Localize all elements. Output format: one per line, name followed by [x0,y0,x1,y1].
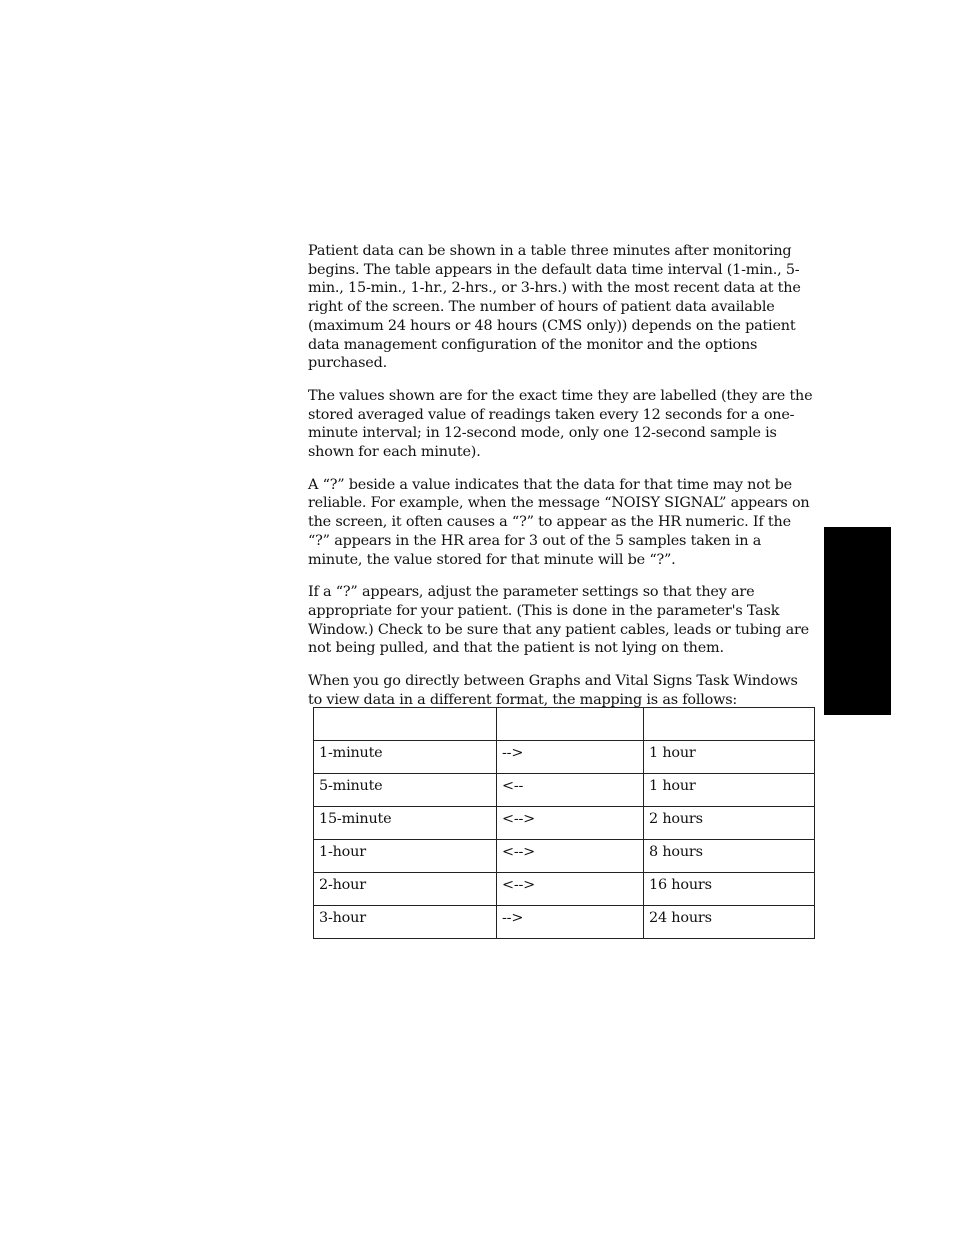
page-content [308,242,814,723]
table-cell-span: 2 hours [644,807,815,840]
table-header-cell [314,708,497,741]
table-cell-interval: 1-minute [314,741,497,774]
table-cell-span: 8 hours [644,840,815,873]
paragraph-mapping-intro: When you go directly between Graphs and Vital Signs Task Windows to view data in a different format, the mapping is as follows: [308,673,798,708]
table-cell-direction: --> [497,741,644,774]
table-cell-direction: <--> [497,873,644,906]
table-row [314,873,815,906]
table-cell-direction: <--> [497,840,644,873]
table-row [314,807,815,840]
table-cell-direction: <--> [497,807,644,840]
table-cell-interval: 2-hour [314,873,497,906]
table-row [314,741,815,774]
table-cell-span: 1 hour [644,774,815,807]
table-row [314,906,815,939]
table-cell-direction: --> [497,906,644,939]
table-cell-span: 16 hours [644,873,815,906]
table-cell-span: 24 hours [644,906,815,939]
table-cell-interval: 15-minute [314,807,497,840]
table-cell-interval: 1-hour [314,840,497,873]
paragraph-values-timing: The values shown are for the exact time they are labelled (they are the stored averaged value of readings taken every 12 seconds for a one-minute interval; in 12-second mode, only one 12-second sample is shown for each minute). [308,387,813,461]
paragraph-adjust-settings: If a “?” appears, adjust the parameter settings so that they are appropriate for your patient. (This is done in the parameter's Task Window.) Check to be sure that any patient cables, leads or tubing are not being pulled, and that the patient is not lying on them. [308,584,809,657]
table-header-row [314,708,815,741]
table-cell-direction: <-- [497,774,644,807]
table-cell-interval: 5-minute [314,774,497,807]
table-header-cell [644,708,815,741]
table-cell-span: 1 hour [644,741,815,774]
table-row [314,840,815,873]
paragraph-question-mark: A “?” beside a value indicates that the data for that time may not be reliable. For example, when the message “NOISY SIGNAL” appears on the screen, it often causes a “?” to appear as the HR numeric. If the “?” appears in the HR area for 3 out of the 5 samples taken in a minute, the value stored for that minute will be “?”. [308,476,810,568]
table-row [314,774,815,807]
table-header-cell [497,708,644,741]
chapter-side-tab [824,527,891,715]
mapping-table [313,707,815,939]
paragraph-table-availability: Patient data can be shown in a table three minutes after monitoring begins. The table appears in the default data time interval (1-min., 5-min., 15-min., 1-hr., 2-hrs., or 3-hrs.) with the most recent data at the right of the screen. The number of hours of patient data available (maximum 24 hours or 48 hours (CMS only)) depends on the patient data management configuration of the monitor and the options purchased. [308,243,801,372]
table-cell-interval: 3-hour [314,906,497,939]
